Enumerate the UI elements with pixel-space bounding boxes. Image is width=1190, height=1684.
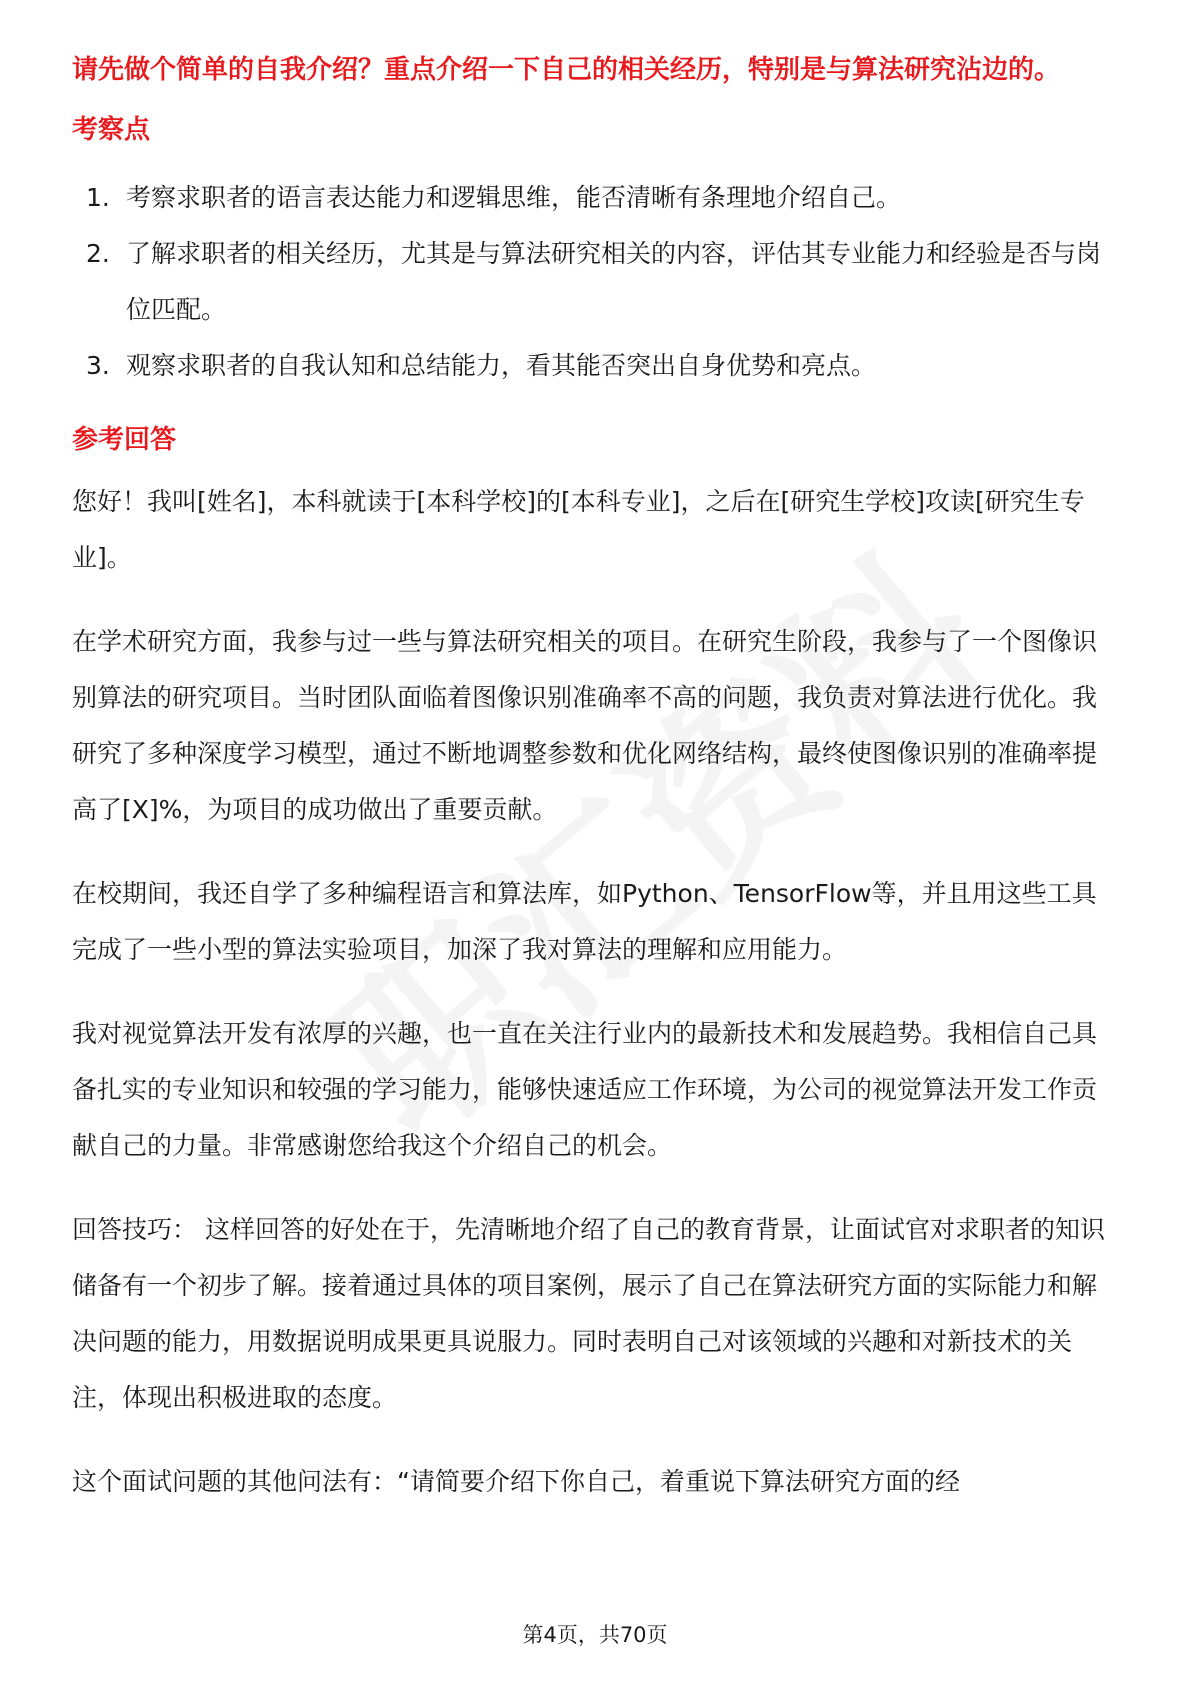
- list-item-text: 了解求职者的相关经历，尤其是与算法研究相关的内容，评估其专业能力和经验是否与岗位匹配。: [126, 239, 1102, 324]
- list-item: [72, 170, 1118, 226]
- list-item-text: 观察求职者的自我认知和总结能力，看其能否突出自身优势和亮点。: [126, 351, 877, 380]
- list-number: 3.: [86, 351, 110, 380]
- answer-paragraph: 我对视觉算法开发有浓厚的兴趣，也一直在关注行业内的最新技术和发展趋势。我相信自己具备扎实的专业知识和较强的学习能力，能够快速适应工作环境，为公司的视觉算法开发工作贡献自己的力量。非常感谢您给我这个介绍自己的机会。: [72, 1019, 1098, 1160]
- question-heading: 请先做个简单的自我介绍？重点介绍一下自己的相关经历，特别是与算法研究沾边的。: [72, 55, 1061, 85]
- answer-paragraph: 在校期间，我还自学了多种编程语言和算法库，如Python、TensorFlow等，并且用这些工具完成了一些小型的算法实验项目，加深了我对算法的理解和应用能力。: [72, 879, 1097, 964]
- alternate-question-paragraph: 这个面试问题的其他问法有：“请简要介绍下你自己，着重说下算法研究方面的经: [72, 1467, 960, 1496]
- answer-paragraph: 在学术研究方面，我参与过一些与算法研究相关的项目。在研究生阶段，我参与了一个图像识别算法的研究项目。当时团队面临着图像识别准确率不高的问题，我负责对算法进行优化。我研究了多种深度学习模型，通过不断地调整参数和优化网络结构，最终使图像识别的准确率提高了[X]%，为项目的成功做出了重要贡献。: [72, 627, 1098, 824]
- points-list: [72, 170, 1118, 394]
- document-page: [72, 52, 1118, 1538]
- list-item: [72, 338, 1118, 394]
- list-item-text: 考察求职者的语言表达能力和逻辑思维，能否清晰有条理地介绍自己。: [126, 183, 902, 212]
- page-footer: 第4页，共70页: [522, 1623, 668, 1647]
- list-number: 2.: [86, 239, 110, 268]
- answer-tips-paragraph: 回答技巧： 这样回答的好处在于，先清晰地介绍了自己的教育背景，让面试官对求职者的知识储备有一个初步了解。接着通过具体的项目案例，展示了自己在算法研究方面的实际能力和解决问题的能力，用数据说明成果更具说服力。同时表明自己对该领域的兴趣和对新技术的关注，体现出积极进取的态度。: [72, 1215, 1105, 1412]
- answer-paragraph: 您好！我叫[姓名]，本科就读于[本科学校]的[本科专业]，之后在[研究生学校]攻读[研究生专业]。: [72, 487, 1085, 572]
- answer-title: 参考回答: [72, 425, 177, 455]
- list-number: 1.: [86, 183, 110, 212]
- points-title: 考察点: [72, 115, 151, 145]
- list-item: [72, 226, 1118, 338]
